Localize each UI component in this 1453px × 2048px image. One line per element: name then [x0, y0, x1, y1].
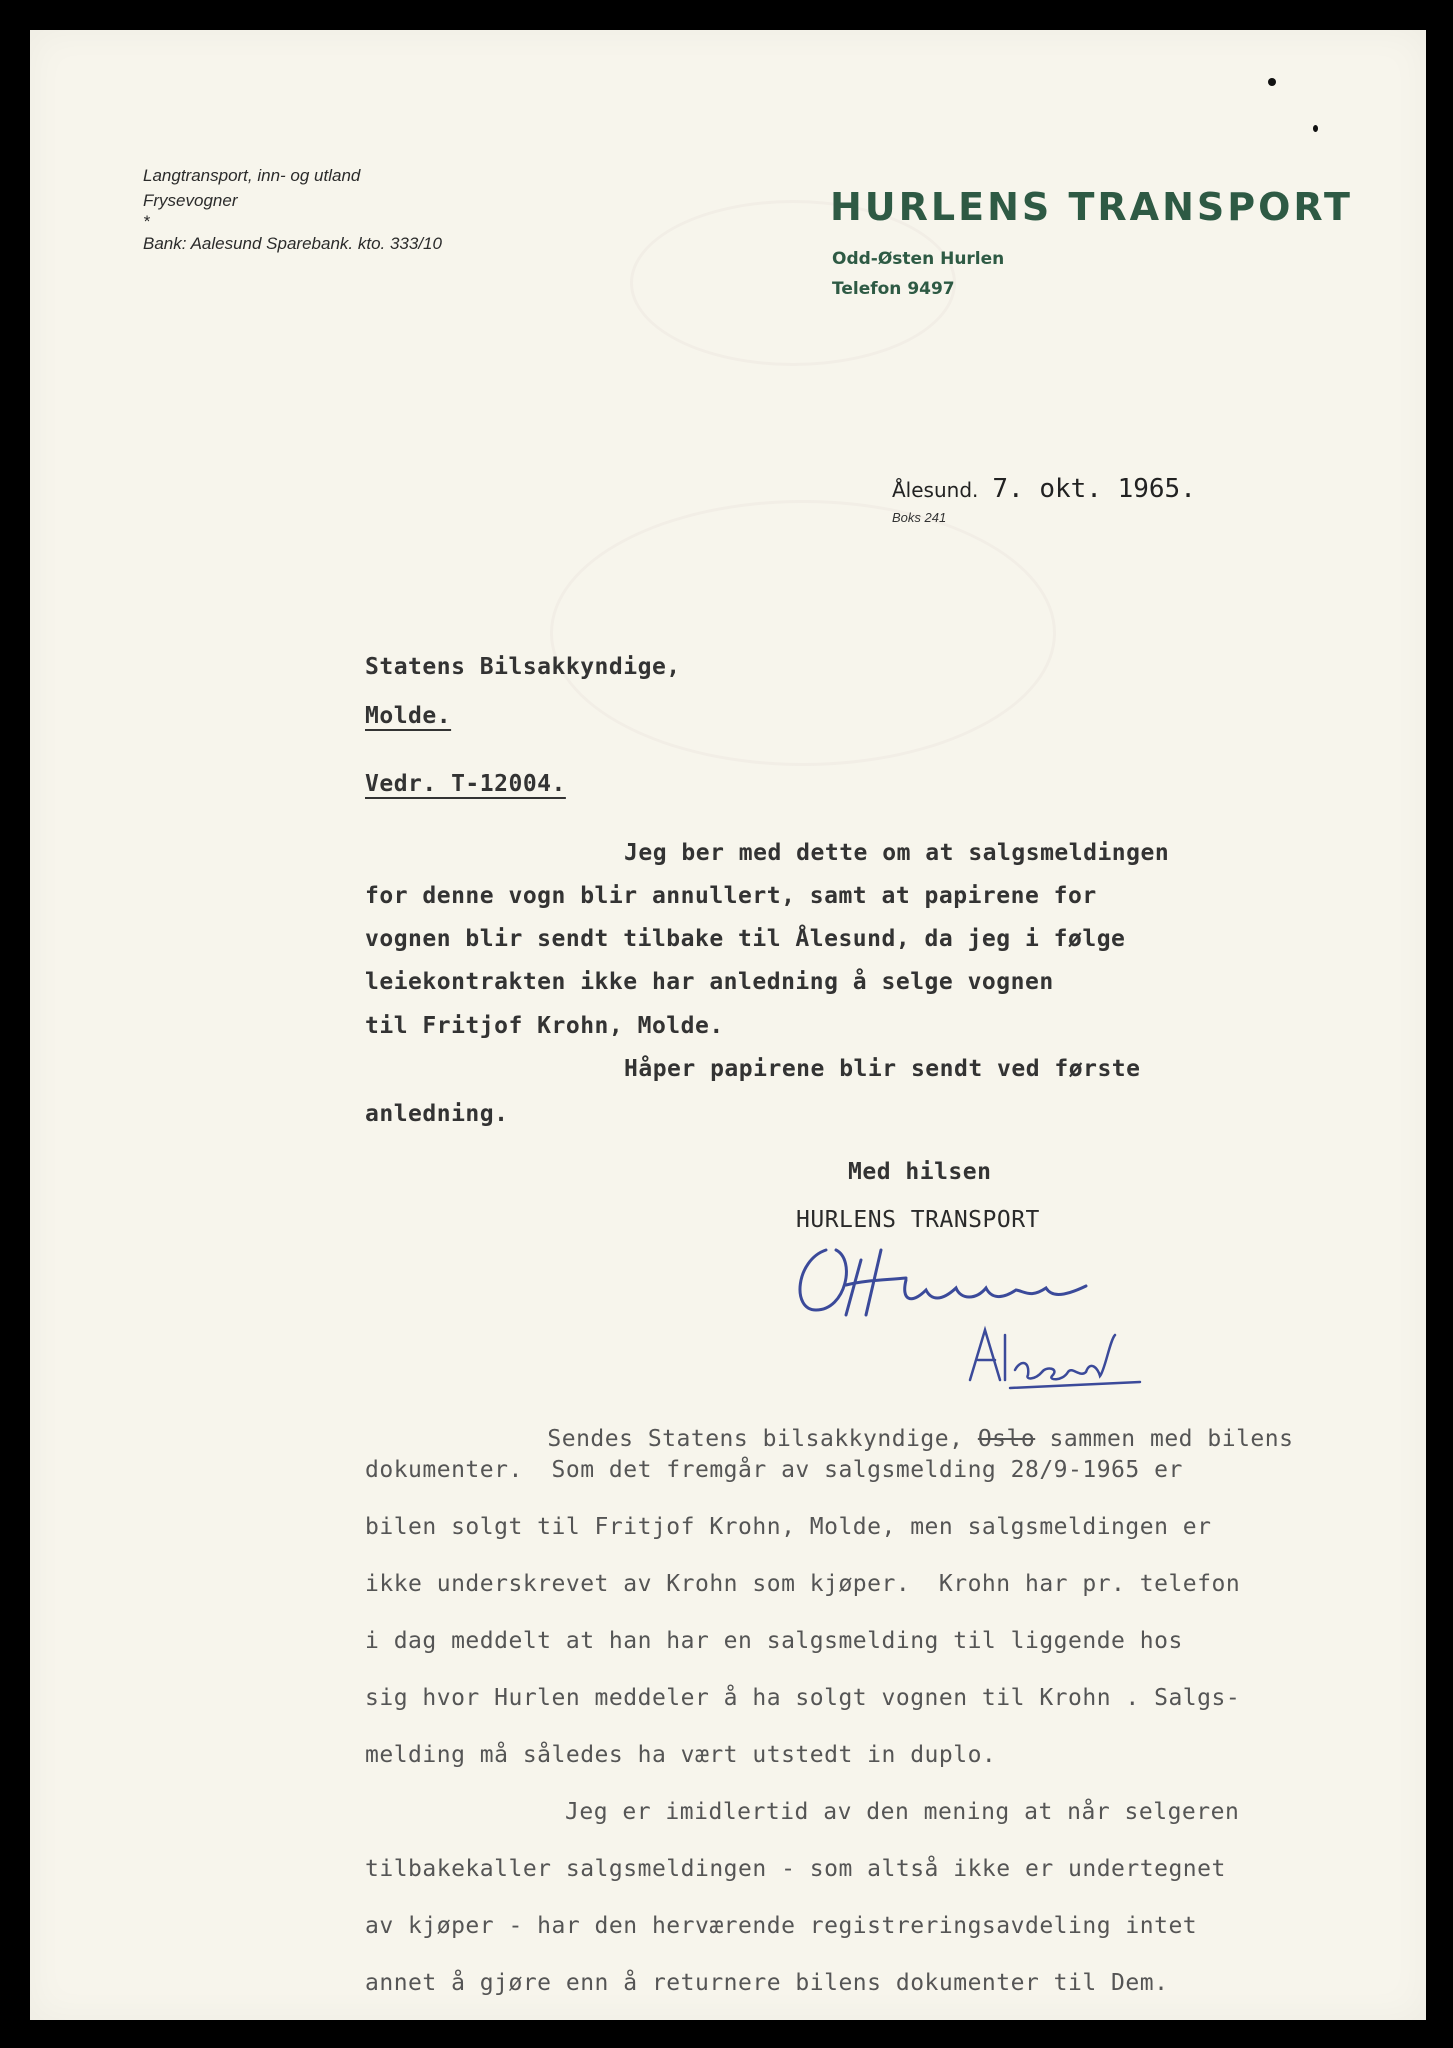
services-line: Frysevogner — [143, 191, 238, 210]
services-asterisk: * — [143, 212, 150, 231]
note-line: av kjøper - har den herværende registreringsavdeling intet — [365, 1913, 1198, 1939]
note-line-post: sammen med bilens — [1035, 1426, 1294, 1452]
dateline — [892, 474, 1196, 504]
post-box: Boks 241 — [892, 510, 947, 525]
note-line: melding må således ha vært utstedt in duplo. — [365, 1742, 997, 1768]
letterhead-services — [143, 163, 442, 256]
note-line: tilbakekaller salgsmeldingen - som altså ikke er undertegnet — [365, 1856, 1226, 1882]
dateline-city: Ålesund. — [892, 478, 979, 502]
ink-speck — [1268, 78, 1276, 86]
subject-line: Vedr. T-12004. — [365, 771, 566, 797]
note-line: dokumenter. Som det fremgår av salgsmelding 28/9-1965 er — [365, 1457, 1183, 1483]
body-line: vognen blir sendt tilbake til Ålesund, da jeg i følge — [365, 926, 1126, 952]
recipient-city: Molde. — [365, 703, 452, 729]
bank-info: Bank: Aalesund Sparebank. kto. 333/10 — [143, 234, 442, 253]
note-line: sig hvor Hurlen meddeler å ha solgt vognen til Krohn . Salgs- — [365, 1685, 1241, 1711]
ink-speck — [1313, 125, 1318, 132]
letter-page — [30, 30, 1426, 2020]
note-line-pre: Sendes Statens bilsakkyndige, — [547, 1426, 978, 1452]
company-phone: Telefon 9497 — [832, 279, 955, 299]
note-line: i dag meddelt at han har en salgsmelding til liggende hos — [365, 1628, 1183, 1654]
body-line: anledning. — [365, 1101, 509, 1127]
correction-scribble — [950, 1320, 1150, 1400]
body-line: til Fritjof Krohn, Molde. — [365, 1013, 724, 1039]
faint-stamp-mark — [550, 500, 1056, 766]
struck-word: Oslo — [977, 1426, 1036, 1452]
body-line: Håper papirene blir sendt ved første — [624, 1056, 1141, 1082]
body-line: for denne vogn blir annullert, samt at papirene for — [365, 883, 1097, 909]
note-line: ikke underskrevet av Krohn som kjøper. Krohn har pr. telefon — [365, 1571, 1241, 1597]
services-line: Langtransport, inn- og utland — [143, 166, 361, 185]
note-line: bilen solgt til Fritjof Krohn, Molde, men salgsmeldingen er — [365, 1514, 1212, 1540]
closing-greeting: Med hilsen — [848, 1159, 992, 1185]
body-line: Jeg ber med dette om at salgsmeldingen — [624, 840, 1170, 866]
dateline-date: 7. okt. 1965. — [992, 474, 1196, 504]
recipient: Statens Bilsakkyndige, — [365, 654, 681, 680]
company-owner: Odd-Østen Hurlen — [832, 249, 1005, 269]
closing-company: HURLENS TRANSPORT — [796, 1207, 1040, 1233]
company-name: HURLENS TRANSPORT — [830, 185, 1353, 229]
company-contact — [832, 244, 1004, 304]
handwritten-correction — [990, 1350, 994, 1351]
note-line: Jeg er imidlertid av den mening at når selgeren — [565, 1799, 1240, 1825]
signature-scribble — [786, 1230, 1126, 1330]
note-line: annet å gjøre enn å returnere bilens dokumenter til Dem. — [365, 1970, 1169, 1996]
body-line: leiekontrakten ikke har anledning å selge vognen — [365, 969, 1054, 995]
signature — [826, 1256, 830, 1257]
